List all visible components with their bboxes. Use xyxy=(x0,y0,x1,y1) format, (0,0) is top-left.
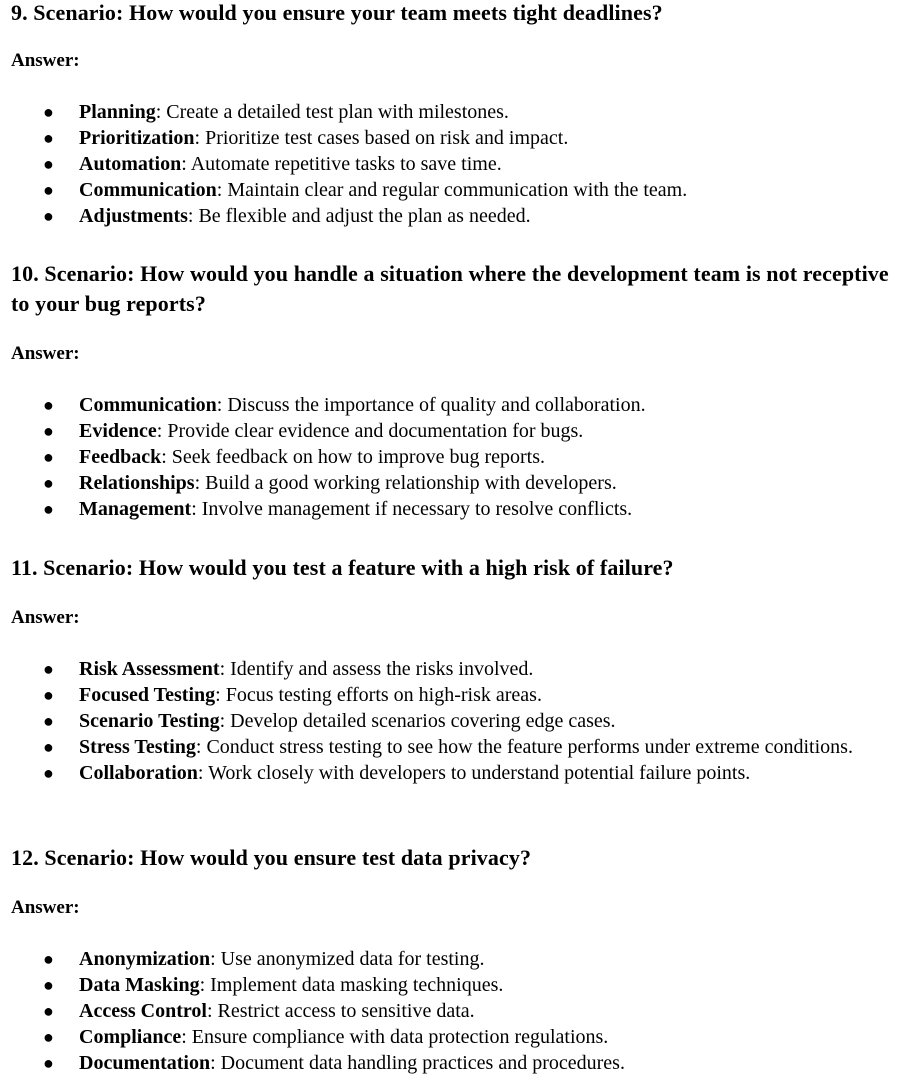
bullet-icon: ● xyxy=(43,659,54,679)
section-10 xyxy=(11,259,891,522)
list-item xyxy=(11,496,869,522)
item-term: Adjustments xyxy=(79,205,188,227)
answer-label: Answer: xyxy=(11,50,80,71)
item-term: Anonymization xyxy=(79,948,211,970)
item-term: Communication xyxy=(79,179,217,201)
section-heading: 10. Scenario: How would you handle a situation where the development team is not receptive to your bug reports? xyxy=(11,261,889,316)
bullet-icon: ● xyxy=(43,737,54,757)
list-item xyxy=(11,656,869,682)
list-item xyxy=(11,946,869,972)
list-item xyxy=(11,682,869,708)
bullet-icon: ● xyxy=(43,102,54,122)
item-text: : Prioritize test cases based on risk and impact. xyxy=(194,127,569,149)
bullet-list xyxy=(11,392,891,522)
list-item xyxy=(11,99,869,125)
bullet-icon: ● xyxy=(43,1053,54,1073)
item-term: Documentation xyxy=(79,1052,211,1074)
item-term: Automation xyxy=(79,153,182,175)
item-term: Risk Assessment xyxy=(79,658,220,680)
list-item xyxy=(11,998,869,1024)
item-term: Compliance xyxy=(79,1026,182,1048)
item-text: : Restrict access to sensitive data. xyxy=(206,1000,475,1022)
bullet-icon: ● xyxy=(43,447,54,467)
answer-label: Answer: xyxy=(11,607,80,628)
item-term: Evidence xyxy=(79,420,157,442)
list-item xyxy=(11,125,869,151)
bullet-icon: ● xyxy=(43,949,54,969)
bullet-icon: ● xyxy=(43,685,54,705)
item-text: : Focus testing efforts on high-risk areas. xyxy=(215,684,542,706)
item-text: : Be flexible and adjust the plan as needed. xyxy=(187,205,531,227)
item-text: : Develop detailed scenarios covering edge cases. xyxy=(219,710,616,732)
item-term: Relationships xyxy=(79,472,195,494)
list-item xyxy=(11,392,869,418)
bullet-list xyxy=(11,99,891,229)
bullet-icon: ● xyxy=(43,975,54,995)
bullet-list xyxy=(11,656,891,786)
list-item xyxy=(11,1024,869,1050)
item-term: Data Masking xyxy=(79,974,200,996)
bullet-icon: ● xyxy=(43,1001,54,1021)
item-term: Planning xyxy=(79,101,156,123)
item-text: : Identify and assess the risks involved. xyxy=(219,658,534,680)
list-item xyxy=(11,470,869,496)
item-term: Communication xyxy=(79,394,217,416)
bullet-icon: ● xyxy=(43,763,54,783)
section-9 xyxy=(11,0,891,229)
bullet-icon: ● xyxy=(43,711,54,731)
item-text: : Involve management if necessary to resolve conflicts. xyxy=(191,498,633,520)
item-text: : Discuss the importance of quality and collaboration. xyxy=(216,394,646,416)
bullet-icon: ● xyxy=(43,206,54,226)
item-text: : Automate repetitive tasks to save time. xyxy=(181,153,502,175)
section-heading: 12. Scenario: How would you ensure test data privacy? xyxy=(11,845,532,870)
list-item xyxy=(11,972,869,998)
answer-label: Answer: xyxy=(11,897,80,918)
item-term: Collaboration xyxy=(79,762,198,784)
item-term: Focused Testing xyxy=(79,684,216,706)
section-heading: 11. Scenario: How would you test a feature with a high risk of failure? xyxy=(11,555,674,580)
list-item xyxy=(11,203,869,229)
list-item xyxy=(11,444,869,470)
item-text: : Work closely with developers to understand potential failure points. xyxy=(197,762,751,784)
bullet-icon: ● xyxy=(43,473,54,493)
item-text: : Document data handling practices and procedures. xyxy=(210,1052,625,1074)
list-item xyxy=(11,708,869,734)
item-text: : Implement data masking techniques. xyxy=(199,974,504,996)
item-term: Stress Testing xyxy=(79,736,196,758)
section-12 xyxy=(11,843,891,1076)
item-text: : Use anonymized data for testing. xyxy=(210,948,485,970)
bullet-icon: ● xyxy=(43,1027,54,1047)
section-heading: 9. Scenario: How would you ensure your team meets tight deadlines? xyxy=(11,0,663,25)
bullet-icon: ● xyxy=(43,421,54,441)
item-term: Feedback xyxy=(79,446,162,468)
list-item xyxy=(11,1050,869,1076)
item-text: : Provide clear evidence and documentation for bugs. xyxy=(156,420,584,442)
item-text: : Conduct stress testing to see how the feature performs under extreme conditions. xyxy=(195,736,853,758)
section-11 xyxy=(11,553,891,786)
list-item xyxy=(11,151,869,177)
list-item xyxy=(11,177,869,203)
answer-label: Answer: xyxy=(11,343,80,364)
bullet-icon: ● xyxy=(43,395,54,415)
item-term: Scenario Testing xyxy=(79,710,220,732)
bullet-icon: ● xyxy=(43,499,54,519)
item-term: Access Control xyxy=(79,1000,207,1022)
item-text: : Seek feedback on how to improve bug reports. xyxy=(161,446,546,468)
item-text: : Build a good working relationship with developers. xyxy=(194,472,617,494)
bullet-icon: ● xyxy=(43,128,54,148)
bullet-icon: ● xyxy=(43,180,54,200)
list-item xyxy=(11,734,869,760)
item-term: Prioritization xyxy=(79,127,195,149)
bullet-list xyxy=(11,946,891,1076)
list-item xyxy=(11,418,869,444)
item-text: : Maintain clear and regular communication with the team. xyxy=(216,179,688,201)
item-text: : Create a detailed test plan with milestones. xyxy=(155,101,509,123)
list-item xyxy=(11,760,869,786)
item-text: : Ensure compliance with data protection regulations. xyxy=(181,1026,609,1048)
bullet-icon: ● xyxy=(43,154,54,174)
item-term: Management xyxy=(79,498,192,520)
